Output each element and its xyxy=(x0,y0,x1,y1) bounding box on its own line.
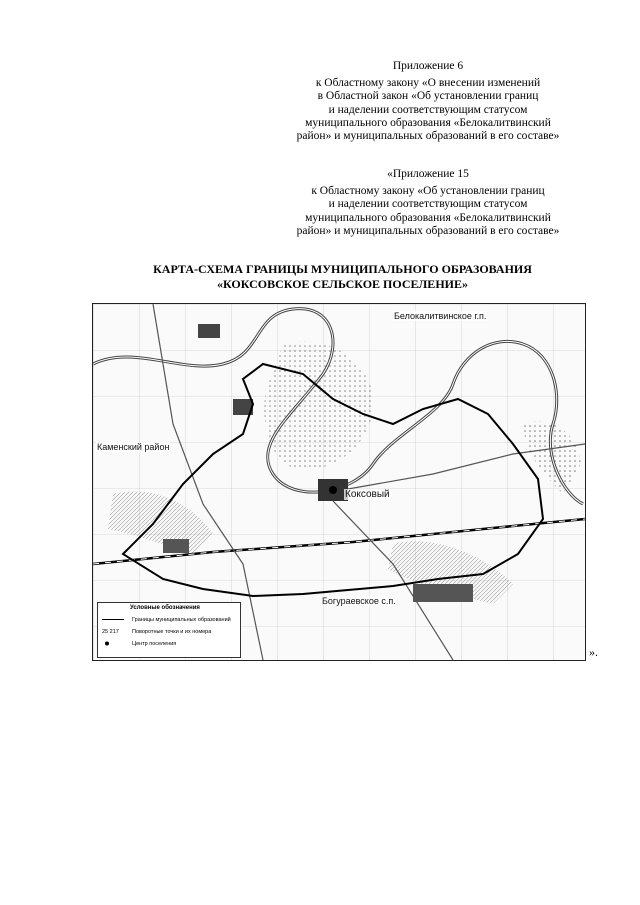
label-bogurayevskoe: Богураевское с.п. xyxy=(322,596,396,606)
dot-icon xyxy=(102,641,124,646)
closing-quote: ». xyxy=(589,645,598,659)
map-legend xyxy=(97,602,241,658)
appendix-6-line: муниципального образования «Белокалитвинский xyxy=(305,116,551,129)
appendix-6-block xyxy=(268,60,588,143)
legend-item-label: Центр поселения xyxy=(132,641,177,647)
title-line-1: КАРТА-СХЕМА ГРАНИЦЫ МУНИЦИПАЛЬНОГО ОБРАЗОВАНИЯ xyxy=(153,262,532,276)
appendix-6-line: и наделении соответствующим статусом xyxy=(328,103,528,116)
label-koksovy: Коксовый xyxy=(345,489,390,500)
appendix-15-heading: «Приложение 15 xyxy=(387,168,469,180)
appendix-15-line: район» и муниципальных образований в его составе» xyxy=(296,224,560,237)
appendix-15-line: к Областному закону «Об установлении границ xyxy=(311,185,545,198)
title-line-2: «КОКСОВСКОЕ СЕЛЬСКОЕ ПОСЕЛЕНИЕ» xyxy=(217,277,468,291)
legend-item-label: Поворотные точки и их номера xyxy=(132,629,212,635)
legend-item-center xyxy=(102,641,238,650)
legend-item-label: Границы муниципальных образований xyxy=(132,617,231,623)
appendix-15-line: муниципального образования «Белокалитвинский xyxy=(305,211,551,224)
settlement xyxy=(198,324,220,338)
legend-item-code: 25 217 xyxy=(102,629,119,635)
label-kamensky-raion: Каменский район xyxy=(97,442,170,452)
line-icon xyxy=(102,617,124,622)
document-title xyxy=(90,262,595,292)
legend-item-boundary xyxy=(102,617,238,626)
legend-title: Условные обозначения xyxy=(130,605,200,611)
label-belokalitvinskoe: Белокалитвинское г.п. xyxy=(394,311,487,321)
settlement xyxy=(413,584,473,602)
appendix-6-line: район» и муниципальных образований в его составе» xyxy=(296,130,560,143)
legend-item-turn-points xyxy=(102,629,238,638)
appendix-6-line: к Областному закону «О внесении изменений xyxy=(315,77,541,90)
appendix-6-line: в Областной закон «Об установлении границ xyxy=(317,90,539,103)
settlement xyxy=(163,539,189,553)
appendix-6-heading: Приложение 6 xyxy=(392,60,464,72)
appendix-15-block xyxy=(268,168,588,238)
appendix-15-line: и наделении соответствующим статусом xyxy=(328,198,528,211)
settlement-center-marker xyxy=(329,486,337,494)
map-scheme xyxy=(92,303,586,661)
